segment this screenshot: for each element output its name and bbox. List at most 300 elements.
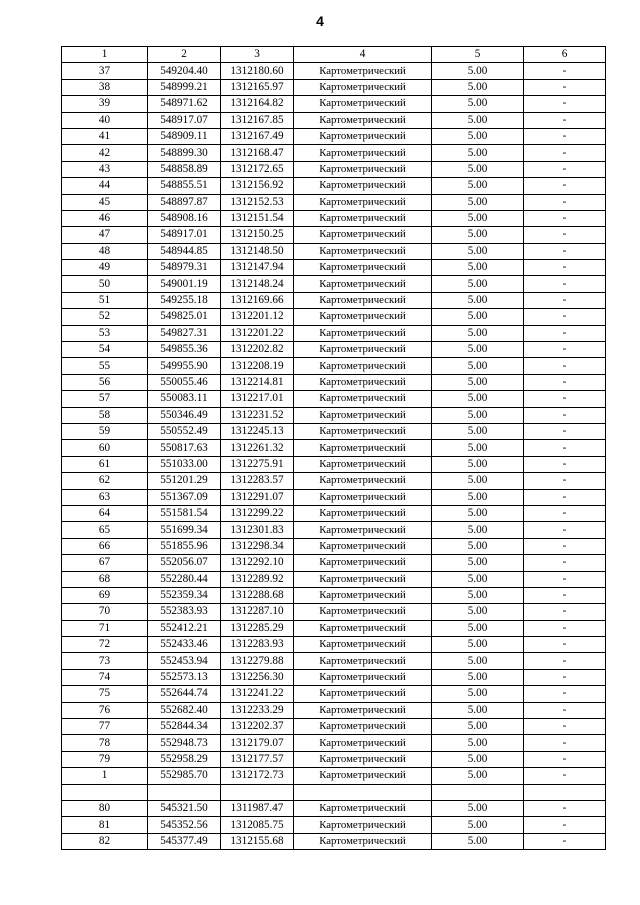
description-cell: - (524, 473, 606, 489)
table-row (62, 227, 606, 243)
description-cell: - (524, 800, 606, 816)
y-coordinate-cell: 1312299.22 (221, 505, 294, 521)
x-coordinate-cell: 551033.00 (148, 456, 221, 472)
accuracy-cell: 5.00 (432, 342, 524, 358)
y-coordinate-cell: 1312291.07 (221, 489, 294, 505)
description-cell: - (524, 325, 606, 341)
description-cell: - (524, 227, 606, 243)
accuracy-cell: 5.00 (432, 440, 524, 456)
method-cell: Картометрический (294, 128, 432, 144)
y-coordinate-cell: 1312279.88 (221, 653, 294, 669)
y-coordinate-cell (221, 784, 294, 800)
point-number-cell: 75 (62, 686, 148, 702)
x-coordinate-cell: 552985.70 (148, 768, 221, 784)
table-row (62, 735, 606, 751)
x-coordinate-cell: 552682.40 (148, 702, 221, 718)
x-coordinate-cell: 552453.94 (148, 653, 221, 669)
table-row (62, 456, 606, 472)
method-cell: Картометрический (294, 833, 432, 849)
description-cell: - (524, 620, 606, 636)
y-coordinate-cell: 1312165.97 (221, 79, 294, 95)
table-row (62, 178, 606, 194)
description-cell: - (524, 63, 606, 79)
description-cell: - (524, 489, 606, 505)
method-cell: Картометрический (294, 751, 432, 767)
y-coordinate-cell: 1312150.25 (221, 227, 294, 243)
y-coordinate-cell: 1312231.52 (221, 407, 294, 423)
description-cell: - (524, 505, 606, 521)
accuracy-cell: 5.00 (432, 751, 524, 767)
y-coordinate-cell: 1311987.47 (221, 800, 294, 816)
method-cell: Картометрический (294, 374, 432, 390)
method-cell: Картометрический (294, 538, 432, 554)
table-row (62, 768, 606, 784)
method-cell: Картометрический (294, 735, 432, 751)
table-row (62, 833, 606, 849)
method-cell: Картометрический (294, 768, 432, 784)
y-coordinate-cell: 1312177.57 (221, 751, 294, 767)
point-number-cell: 38 (62, 79, 148, 95)
y-coordinate-cell: 1312214.81 (221, 374, 294, 390)
x-coordinate-cell: 549855.36 (148, 342, 221, 358)
y-coordinate-cell: 1312256.30 (221, 669, 294, 685)
point-number-cell: 78 (62, 735, 148, 751)
description-cell: - (524, 260, 606, 276)
coordinates-table (61, 46, 606, 850)
description-cell: - (524, 751, 606, 767)
accuracy-cell: 5.00 (432, 96, 524, 112)
table-row (62, 719, 606, 735)
y-coordinate-cell: 1312148.24 (221, 276, 294, 292)
x-coordinate-cell: 549955.90 (148, 358, 221, 374)
point-number-cell: 72 (62, 637, 148, 653)
point-number-cell: 45 (62, 194, 148, 210)
method-cell: Картометрический (294, 194, 432, 210)
accuracy-cell: 5.00 (432, 210, 524, 226)
description-cell: - (524, 604, 606, 620)
description-cell: - (524, 456, 606, 472)
x-coordinate-cell: 548917.07 (148, 112, 221, 128)
accuracy-cell: 5.00 (432, 423, 524, 439)
point-number-cell (62, 784, 148, 800)
accuracy-cell: 5.00 (432, 178, 524, 194)
table-row (62, 555, 606, 571)
y-coordinate-cell: 1312180.60 (221, 63, 294, 79)
method-cell: Картометрический (294, 800, 432, 816)
table-row (62, 604, 606, 620)
accuracy-cell: 5.00 (432, 505, 524, 521)
x-coordinate-cell: 552844.34 (148, 719, 221, 735)
description-cell: - (524, 194, 606, 210)
point-number-cell: 49 (62, 260, 148, 276)
point-number-cell: 43 (62, 161, 148, 177)
accuracy-cell: 5.00 (432, 800, 524, 816)
table-row (62, 96, 606, 112)
method-cell: Картометрический (294, 702, 432, 718)
accuracy-cell: 5.00 (432, 833, 524, 849)
accuracy-cell: 5.00 (432, 63, 524, 79)
y-coordinate-cell: 1312172.65 (221, 161, 294, 177)
description-cell: - (524, 178, 606, 194)
description-cell: - (524, 653, 606, 669)
point-number-cell: 46 (62, 210, 148, 226)
table-row (62, 571, 606, 587)
accuracy-cell: 5.00 (432, 473, 524, 489)
method-cell: Картометрический (294, 669, 432, 685)
accuracy-cell: 5.00 (432, 79, 524, 95)
method-cell: Картометрический (294, 145, 432, 161)
point-number-cell: 74 (62, 669, 148, 685)
header-cell-y-coordinate: 3 (221, 47, 294, 63)
method-cell: Картометрический (294, 292, 432, 308)
y-coordinate-cell: 1312275.91 (221, 456, 294, 472)
description-cell: - (524, 145, 606, 161)
header-cell-point-number: 1 (62, 47, 148, 63)
x-coordinate-cell: 551367.09 (148, 489, 221, 505)
method-cell: Картометрический (294, 276, 432, 292)
y-coordinate-cell: 1312085.75 (221, 817, 294, 833)
x-coordinate-cell: 549204.40 (148, 63, 221, 79)
description-cell: - (524, 243, 606, 259)
point-number-cell: 44 (62, 178, 148, 194)
y-coordinate-cell: 1312151.54 (221, 210, 294, 226)
method-cell: Картометрический (294, 571, 432, 587)
accuracy-cell: 5.00 (432, 128, 524, 144)
point-number-cell: 47 (62, 227, 148, 243)
point-number-cell: 40 (62, 112, 148, 128)
point-number-cell: 39 (62, 96, 148, 112)
x-coordinate-cell: 551855.96 (148, 538, 221, 554)
point-number-cell: 63 (62, 489, 148, 505)
description-cell: - (524, 96, 606, 112)
y-coordinate-cell: 1312167.49 (221, 128, 294, 144)
point-number-cell: 76 (62, 702, 148, 718)
table-row (62, 79, 606, 95)
y-coordinate-cell: 1312164.82 (221, 96, 294, 112)
table-row (62, 374, 606, 390)
description-cell: - (524, 587, 606, 603)
table-row (62, 309, 606, 325)
table-row (62, 669, 606, 685)
method-cell: Картометрический (294, 407, 432, 423)
x-coordinate-cell: 552573.13 (148, 669, 221, 685)
y-coordinate-cell: 1312202.82 (221, 342, 294, 358)
method-cell: Картометрический (294, 227, 432, 243)
x-coordinate-cell: 548897.87 (148, 194, 221, 210)
table-row (62, 243, 606, 259)
method-cell: Картометрический (294, 96, 432, 112)
point-number-cell: 42 (62, 145, 148, 161)
table-row (62, 342, 606, 358)
accuracy-cell: 5.00 (432, 309, 524, 325)
method-cell: Картометрический (294, 260, 432, 276)
y-coordinate-cell: 1312201.12 (221, 309, 294, 325)
x-coordinate-cell: 552383.93 (148, 604, 221, 620)
table-row (62, 473, 606, 489)
method-cell: Картометрический (294, 719, 432, 735)
method-cell: Картометрический (294, 604, 432, 620)
method-cell: Картометрический (294, 456, 432, 472)
accuracy-cell: 5.00 (432, 637, 524, 653)
x-coordinate-cell: 550055.46 (148, 374, 221, 390)
description-cell: - (524, 309, 606, 325)
table-row (62, 817, 606, 833)
description-cell: - (524, 79, 606, 95)
y-coordinate-cell: 1312201.22 (221, 325, 294, 341)
point-number-cell: 67 (62, 555, 148, 571)
point-number-cell: 41 (62, 128, 148, 144)
description-cell: - (524, 423, 606, 439)
accuracy-cell: 5.00 (432, 522, 524, 538)
y-coordinate-cell: 1312217.01 (221, 391, 294, 407)
accuracy-cell: 5.00 (432, 227, 524, 243)
x-coordinate-cell: 548917.01 (148, 227, 221, 243)
description-cell: - (524, 571, 606, 587)
x-coordinate-cell: 552056.07 (148, 555, 221, 571)
method-cell: Картометрический (294, 637, 432, 653)
header-cell-accuracy: 5 (432, 47, 524, 63)
accuracy-cell: 5.00 (432, 325, 524, 341)
table-row (62, 210, 606, 226)
x-coordinate-cell: 552958.29 (148, 751, 221, 767)
table-row (62, 702, 606, 718)
description-cell: - (524, 669, 606, 685)
x-coordinate-cell: 549001.19 (148, 276, 221, 292)
description-cell: - (524, 768, 606, 784)
y-coordinate-cell: 1312261.32 (221, 440, 294, 456)
accuracy-cell: 5.00 (432, 555, 524, 571)
method-cell: Картометрический (294, 653, 432, 669)
point-number-cell: 55 (62, 358, 148, 374)
accuracy-cell: 5.00 (432, 374, 524, 390)
point-number-cell: 62 (62, 473, 148, 489)
point-number-cell: 60 (62, 440, 148, 456)
description-cell: - (524, 342, 606, 358)
x-coordinate-cell: 548858.89 (148, 161, 221, 177)
description-cell: - (524, 161, 606, 177)
table-row (62, 325, 606, 341)
accuracy-cell: 5.00 (432, 620, 524, 636)
point-number-cell: 77 (62, 719, 148, 735)
y-coordinate-cell: 1312298.34 (221, 538, 294, 554)
method-cell: Картометрический (294, 489, 432, 505)
description-cell: - (524, 833, 606, 849)
method-cell: Картометрический (294, 325, 432, 341)
x-coordinate-cell: 552280.44 (148, 571, 221, 587)
table-body (62, 63, 606, 850)
method-cell: Картометрический (294, 79, 432, 95)
table-row (62, 686, 606, 702)
point-number-cell: 61 (62, 456, 148, 472)
point-number-cell: 66 (62, 538, 148, 554)
accuracy-cell: 5.00 (432, 194, 524, 210)
x-coordinate-cell: 551581.54 (148, 505, 221, 521)
point-number-cell: 64 (62, 505, 148, 521)
x-coordinate-cell: 552359.34 (148, 587, 221, 603)
accuracy-cell: 5.00 (432, 489, 524, 505)
x-coordinate-cell: 548944.85 (148, 243, 221, 259)
y-coordinate-cell: 1312285.29 (221, 620, 294, 636)
point-number-cell: 48 (62, 243, 148, 259)
point-number-cell: 59 (62, 423, 148, 439)
description-cell: - (524, 702, 606, 718)
y-coordinate-cell: 1312167.85 (221, 112, 294, 128)
table-row (62, 620, 606, 636)
table-row (62, 538, 606, 554)
point-number-cell: 82 (62, 833, 148, 849)
point-number-cell: 1 (62, 768, 148, 784)
accuracy-cell: 5.00 (432, 276, 524, 292)
x-coordinate-cell: 548979.31 (148, 260, 221, 276)
point-number-cell: 69 (62, 587, 148, 603)
table-row (62, 194, 606, 210)
table-row (62, 587, 606, 603)
y-coordinate-cell: 1312283.57 (221, 473, 294, 489)
y-coordinate-cell: 1312168.47 (221, 145, 294, 161)
description-cell: - (524, 719, 606, 735)
y-coordinate-cell: 1312148.50 (221, 243, 294, 259)
table-row (62, 276, 606, 292)
table-row (62, 145, 606, 161)
accuracy-cell: 5.00 (432, 686, 524, 702)
accuracy-cell: 5.00 (432, 112, 524, 128)
table-row (62, 637, 606, 653)
description-cell: - (524, 128, 606, 144)
y-coordinate-cell: 1312147.94 (221, 260, 294, 276)
method-cell: Картометрический (294, 358, 432, 374)
point-number-cell: 57 (62, 391, 148, 407)
x-coordinate-cell: 551201.29 (148, 473, 221, 489)
method-cell: Картометрический (294, 817, 432, 833)
accuracy-cell: 5.00 (432, 456, 524, 472)
point-number-cell: 73 (62, 653, 148, 669)
y-coordinate-cell: 1312241.22 (221, 686, 294, 702)
x-coordinate-cell (148, 784, 221, 800)
description-cell: - (524, 210, 606, 226)
x-coordinate-cell: 551699.34 (148, 522, 221, 538)
table-row (62, 653, 606, 669)
description-cell: - (524, 358, 606, 374)
y-coordinate-cell: 1312287.10 (221, 604, 294, 620)
x-coordinate-cell: 552412.21 (148, 620, 221, 636)
table-row (62, 391, 606, 407)
table-row (62, 505, 606, 521)
y-coordinate-cell: 1312289.92 (221, 571, 294, 587)
point-number-cell: 53 (62, 325, 148, 341)
y-coordinate-cell: 1312179.07 (221, 735, 294, 751)
description-cell: - (524, 522, 606, 538)
y-coordinate-cell: 1312202.37 (221, 719, 294, 735)
point-number-cell: 71 (62, 620, 148, 636)
accuracy-cell: 5.00 (432, 817, 524, 833)
x-coordinate-cell: 545352.56 (148, 817, 221, 833)
table-row (62, 358, 606, 374)
table-row (62, 292, 606, 308)
description-cell: - (524, 817, 606, 833)
description-cell: - (524, 112, 606, 128)
accuracy-cell: 5.00 (432, 571, 524, 587)
description-cell: - (524, 686, 606, 702)
point-number-cell: 37 (62, 63, 148, 79)
x-coordinate-cell: 550817.63 (148, 440, 221, 456)
method-cell: Картометрический (294, 63, 432, 79)
accuracy-cell: 5.00 (432, 161, 524, 177)
y-coordinate-cell: 1312245.13 (221, 423, 294, 439)
accuracy-cell: 5.00 (432, 735, 524, 751)
method-cell: Картометрический (294, 243, 432, 259)
x-coordinate-cell: 548855.51 (148, 178, 221, 194)
x-coordinate-cell: 549255.18 (148, 292, 221, 308)
point-number-cell: 51 (62, 292, 148, 308)
page-number: 4 (316, 13, 324, 29)
x-coordinate-cell: 550346.49 (148, 407, 221, 423)
x-coordinate-cell: 550083.11 (148, 391, 221, 407)
y-coordinate-cell: 1312152.53 (221, 194, 294, 210)
description-cell: - (524, 440, 606, 456)
accuracy-cell: 5.00 (432, 587, 524, 603)
method-cell: Картометрический (294, 587, 432, 603)
accuracy-cell: 5.00 (432, 292, 524, 308)
y-coordinate-cell: 1312169.66 (221, 292, 294, 308)
method-cell: Картометрический (294, 440, 432, 456)
point-number-cell: 81 (62, 817, 148, 833)
point-number-cell: 70 (62, 604, 148, 620)
x-coordinate-cell: 548899.30 (148, 145, 221, 161)
x-coordinate-cell: 548999.21 (148, 79, 221, 95)
method-cell: Картометрический (294, 505, 432, 521)
y-coordinate-cell: 1312156.92 (221, 178, 294, 194)
accuracy-cell: 5.00 (432, 407, 524, 423)
table-row (62, 112, 606, 128)
method-cell: Картометрический (294, 423, 432, 439)
description-cell: - (524, 637, 606, 653)
method-cell: Картометрический (294, 210, 432, 226)
header-cell-x-coordinate: 2 (148, 47, 221, 63)
method-cell (294, 784, 432, 800)
table-row (62, 423, 606, 439)
table-row (62, 489, 606, 505)
accuracy-cell: 5.00 (432, 702, 524, 718)
method-cell: Картометрический (294, 391, 432, 407)
accuracy-cell: 5.00 (432, 538, 524, 554)
accuracy-cell: 5.00 (432, 768, 524, 784)
method-cell: Картометрический (294, 161, 432, 177)
y-coordinate-cell: 1312301.83 (221, 522, 294, 538)
y-coordinate-cell: 1312208.19 (221, 358, 294, 374)
y-coordinate-cell: 1312283.93 (221, 637, 294, 653)
x-coordinate-cell: 549827.31 (148, 325, 221, 341)
x-coordinate-cell: 548971.62 (148, 96, 221, 112)
y-coordinate-cell: 1312155.68 (221, 833, 294, 849)
method-cell: Картометрический (294, 178, 432, 194)
description-cell: - (524, 735, 606, 751)
header-cell-description: 6 (524, 47, 606, 63)
accuracy-cell: 5.00 (432, 391, 524, 407)
accuracy-cell: 5.00 (432, 358, 524, 374)
description-cell: - (524, 374, 606, 390)
point-number-cell: 52 (62, 309, 148, 325)
table-row (62, 800, 606, 816)
description-cell: - (524, 538, 606, 554)
x-coordinate-cell: 545321.50 (148, 800, 221, 816)
point-number-cell: 54 (62, 342, 148, 358)
y-coordinate-cell: 1312288.68 (221, 587, 294, 603)
x-coordinate-cell: 550552.49 (148, 423, 221, 439)
accuracy-cell (432, 784, 524, 800)
accuracy-cell: 5.00 (432, 653, 524, 669)
y-coordinate-cell: 1312233.29 (221, 702, 294, 718)
table-row (62, 63, 606, 79)
